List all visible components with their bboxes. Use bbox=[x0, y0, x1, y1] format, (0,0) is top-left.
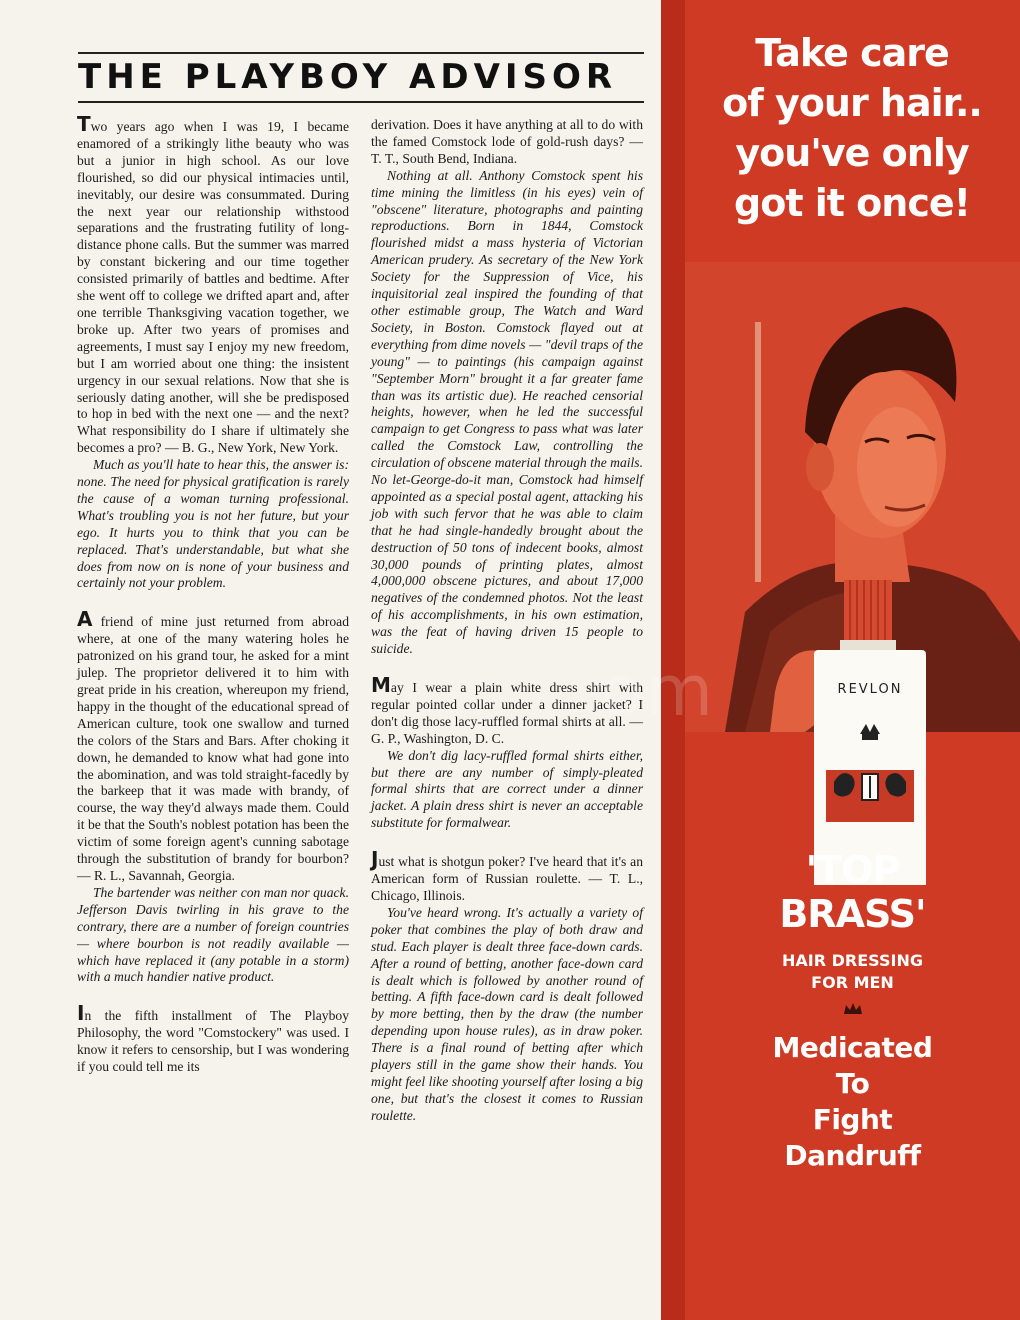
drop-cap: M bbox=[371, 673, 391, 697]
section-gap bbox=[77, 986, 349, 1006]
product-claim bbox=[685, 1030, 1020, 1174]
title-rule-bottom bbox=[78, 101, 644, 103]
advisor-answer: You've heard wrong. It's actually a variety of poker that combines the play of both draw and stud. Each player is dealt three face-down cards. After a round of betting, another face-down card is dealt which is followed by another round of betting. A fifth face-down card is dealt followed by more betting, then by the draw (the number depending upon house rules), as in draw poker. There is a final round of betting after which players still in the game show their hands. You might feel like shooting yourself after losing a big one, but that's the closest it comes to Russian roulette. bbox=[371, 904, 643, 1123]
ad-panel bbox=[685, 0, 1020, 1320]
title-rule-top bbox=[78, 52, 644, 54]
tube-cap bbox=[840, 580, 896, 650]
article-column-right bbox=[371, 117, 643, 1125]
product-subtitle: HAIR DRESSING bbox=[782, 951, 923, 970]
crest-icon bbox=[820, 722, 920, 832]
product-name: 'TOP bbox=[805, 848, 900, 892]
claim-line: Fight bbox=[812, 1103, 893, 1136]
product-subtitle: FOR MEN bbox=[811, 973, 894, 992]
tube-brand-label: REVLON bbox=[837, 682, 903, 697]
advisor-answer: Much as you'll hate to hear this, the answer is: none. The need for physical gratification is rarely the cause of a woman turning professional. What's troubling you is not her future, but your ego. It hurts you to think that you can be replaced. That's understandable, but what she does from now on is none of your business and certainly not your problem. bbox=[77, 457, 349, 591]
question-text: ay I wear a plain white dress shirt with regular pointed collar under a dinner jacket? I don't dig those lacy-ruffled formal shirts at all. — G. P., Washington, D. C. bbox=[371, 680, 643, 746]
advisor-answer: Nothing at all. Anthony Comstock spent his time mining the limitless (in his eyes) vein of "obscene" literature, photographs and painting reproductions. Born in 1844, Comstock flourished midst a mass hysteria of Victorian American prudery. As secretary of the New York Society for the Suppression of Vice, his inquisitorial zeal inspired the founding of that other estimable group, The Watch and Ward Society, in Boston. Comstock flayed out at everything from dime novels — "devil traps of the young" — to paintings (his campaign against "September Morn" brought it a far greater fame than was its artistic due). He reached censorial heights, however, when he led the successful campaign to get Congress to pass what was later called the Comstock Law, controlling the circulation of obscene material through the mails. No let-George-do-it man, Comstock had himself appointed as a special postal agent, attacking his job with such fervor that he was able to claim that he had single-handedly brought about the destruction of 50 tons of indecent books, almost 30,000 pounds of printing plates, almost 4,000,000 obscene pictures, and about 17,000 negatives of the condemned photos. Not the least of his accomplishments, in his own estimation, was the feat of having driven 15 people to suicide. bbox=[371, 167, 643, 657]
watermark: om bbox=[600, 650, 716, 732]
product-info bbox=[685, 848, 1020, 1174]
question-text: ust what is shotgun poker? I've heard that it's an American form of Russian roulette. — T. L., Chicago, Illinois. bbox=[371, 854, 643, 903]
headline-line: got it once! bbox=[734, 181, 970, 225]
product-name: BRASS' bbox=[779, 892, 926, 936]
claim-line: To bbox=[835, 1067, 870, 1100]
question-text: n the fifth installment of The Playboy Philosophy, the word "Comstockery" was used. I know it refers to censorship, but I was wondering if you could tell me its bbox=[77, 1008, 349, 1075]
headline-line: you've only bbox=[735, 131, 969, 175]
advisor-answer: The bartender was neither con man nor quack. Jefferson Davis twirling in his grave to the contrary, there are a number of foreign countries — where bourbon is not readily available — which have replaced it (any potable in a storm) with a much handier native product. bbox=[77, 884, 349, 985]
claim-line: Medicated bbox=[772, 1031, 933, 1064]
section-gap bbox=[371, 832, 643, 852]
letter-question bbox=[77, 112, 349, 457]
letter-question bbox=[371, 847, 643, 905]
article-column-left bbox=[77, 112, 349, 1076]
page-title: THE PLAYBOY ADVISOR bbox=[78, 57, 618, 97]
headline-line: Take care bbox=[755, 31, 949, 75]
advisor-answer: We don't dig lacy-ruffled formal shirts either, but there are any number of simply-pleated formal shirts that are correct under a dinner jacket. A plain dress shirt is never an acceptable substitute for formalwear. bbox=[371, 747, 643, 831]
letter-question bbox=[77, 607, 349, 885]
ad-headline bbox=[687, 28, 1017, 228]
section-gap bbox=[77, 592, 349, 612]
drop-cap: J bbox=[371, 847, 379, 872]
drop-cap: A bbox=[77, 607, 93, 632]
question-continued: derivation. Does it have anything at all to do with the famed Comstock lode of gold-rush days? — T. T., South Bend, Indiana. bbox=[371, 117, 643, 166]
letter-question bbox=[77, 1001, 349, 1076]
question-text: wo years ago when I was 19, I became enamored of a strikingly lithe beauty who was but a junior in high school. As our love flourished, so did our physical intimacies until, inevitably, our desire was consummated. During the next year our relationship withstood separations and the frustrating futility of long-distance phone calls. But the summer was marred by constant bickering and our time together consisted primarily of battles and bedtime. After she went off to college we drifted apart and, after one terrible Thanksgiving vacation together, we broke up. After two years of promises and agreements, I must say I enjoy my new freedom, but I am worried about one thing: the insistent urgency in our sexual relations. Now that she is seriously dating another, will she be predisposed to hop in bed with the next one — and the next? What responsibility do I share if ultimately she becomes a pro? — B. G., New York, New York. bbox=[77, 119, 349, 456]
question-text: friend of mine just returned from abroad where, at one of the many watering holes he patronized on his grand tour, he asked for a mint julep. The proprietor delivered it to him with great pride in his creation, whereupon my friend, happy in the thought of the educational spread of American culture, took one swallow and turned the colors of the Stars and Bars. After choking it down, he demanded to know what had gone into the abomination, and was told straight-facedly by the barkeep that it was made with brandy, of course, the way they'd always made them. Could it be that the South's noblest potation has been the victim of some foreign agent's cunning sabotage through the substitution of brandy for bourbon? — R. L., Savannah, Georgia. bbox=[77, 614, 349, 883]
drop-cap: T bbox=[77, 112, 91, 136]
crown-icon bbox=[843, 1002, 863, 1016]
headline-line: of your hair.. bbox=[722, 81, 982, 125]
drop-cap: I bbox=[77, 1001, 85, 1026]
claim-line: Dandruff bbox=[784, 1139, 921, 1172]
